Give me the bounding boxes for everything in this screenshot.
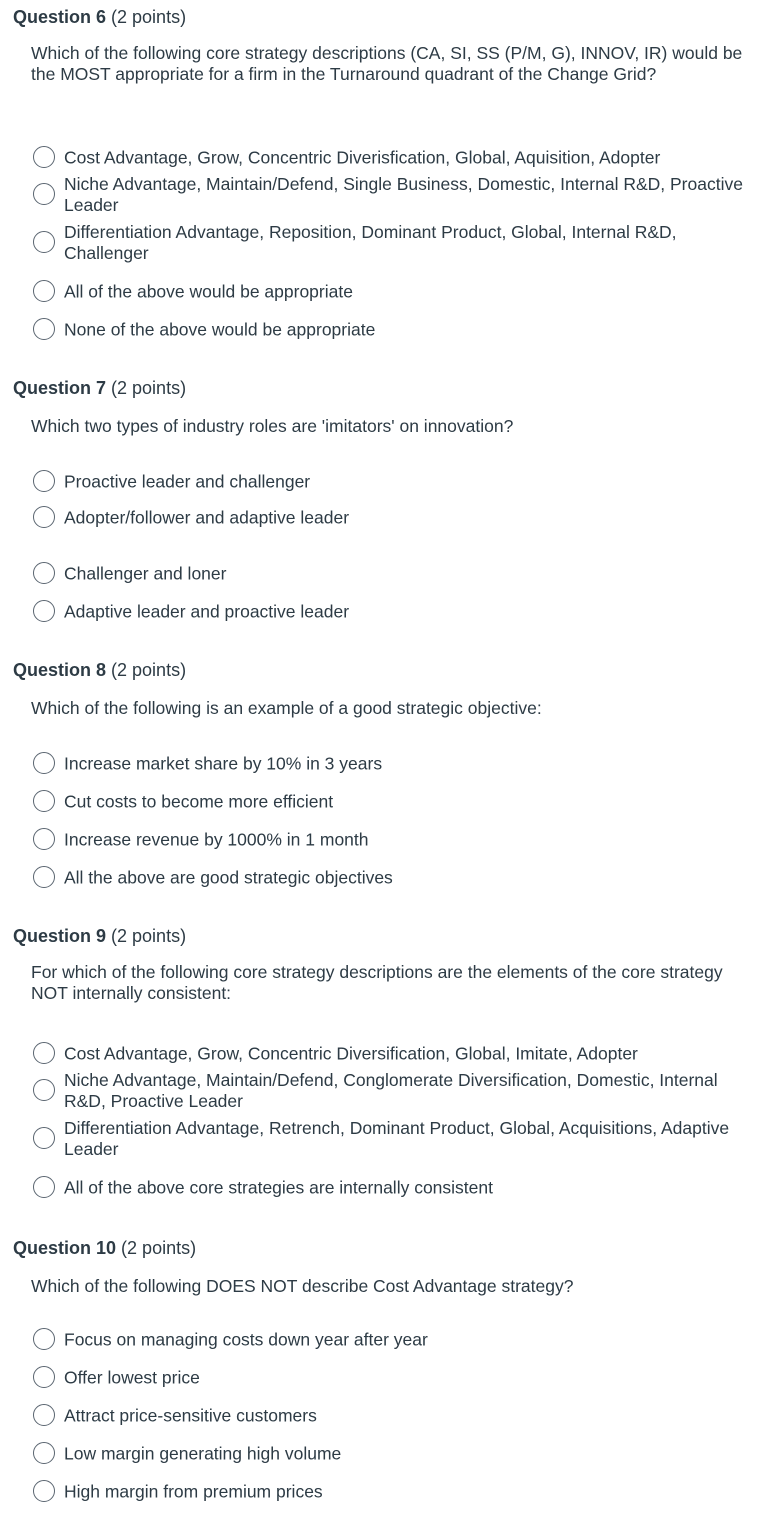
question-8-option-1[interactable] — [33, 752, 748, 776]
option-label: Differentiation Advantage, Reposition, Dominant Product, Global, Internal R&D, Challenger — [64, 222, 677, 263]
radio-button[interactable] — [33, 828, 55, 850]
option-label: Adaptive leader and proactive leader — [64, 601, 350, 622]
option-label: Increase revenue by 1000% in 1 month — [64, 829, 369, 850]
option-label: Niche Advantage, Maintain/Defend, Conglomerate Diversification, Domestic, Internal R&D, Proactive Leader — [64, 1070, 718, 1111]
radio-button[interactable] — [33, 146, 55, 168]
radio-button[interactable] — [33, 1404, 55, 1426]
question-9-option-2[interactable] — [33, 1069, 748, 1113]
question-10-option-3[interactable] — [33, 1404, 748, 1428]
question-number: Question 9 — [13, 926, 107, 946]
option-label: Niche Advantage, Maintain/Defend, Single Business, Domestic, Internal R&D, Proactive Leader — [64, 174, 743, 215]
question-number: Question 7 — [13, 378, 107, 398]
question-9-option-4[interactable] — [33, 1176, 748, 1200]
question-points: (2 points) — [111, 378, 187, 398]
option-label: None of the above would be appropriate — [64, 319, 376, 340]
radio-button[interactable] — [33, 183, 55, 205]
question-points: (2 points) — [121, 1238, 197, 1258]
question-6-option-1[interactable] — [33, 146, 748, 170]
question-points: (2 points) — [111, 660, 187, 680]
question-6-title — [13, 6, 186, 28]
option-label: Challenger and loner — [64, 563, 227, 584]
option-label: High margin from premium prices — [64, 1481, 323, 1502]
question-10-option-4[interactable] — [33, 1442, 748, 1466]
radio-button[interactable] — [33, 1127, 55, 1149]
option-label: Differentiation Advantage, Retrench, Dominant Product, Global, Acquisitions, Adaptive Leader — [64, 1118, 730, 1159]
question-number: Question 8 — [13, 660, 107, 680]
option-label: All the above are good strategic objectives — [64, 867, 393, 888]
question-10-option-5[interactable] — [33, 1480, 748, 1504]
radio-button[interactable] — [33, 280, 55, 302]
radio-button[interactable] — [33, 600, 55, 622]
option-label: All of the above core strategies are internally consistent — [64, 1177, 493, 1198]
question-7-option-4[interactable] — [33, 600, 748, 624]
question-7-option-3[interactable] — [33, 562, 748, 586]
option-label: Cost Advantage, Grow, Concentric Diverisfication, Global, Aquisition, Adopter — [64, 147, 661, 168]
radio-button[interactable] — [33, 470, 55, 492]
question-number: Question 10 — [13, 1238, 117, 1258]
radio-button[interactable] — [33, 1328, 55, 1350]
option-label: Increase market share by 10% in 3 years — [64, 753, 383, 774]
question-9-option-3[interactable] — [33, 1117, 748, 1161]
question-6-option-2[interactable] — [33, 173, 748, 217]
question-8-title — [13, 659, 186, 681]
question-6-text: Which of the following core strategy descriptions (CA, SI, SS (P/M, G), INNOV, IR) would be the MOST appropriate for a firm in the Turnaround quadrant of the Change Grid? — [31, 43, 743, 84]
question-points: (2 points) — [111, 926, 187, 946]
radio-button[interactable] — [33, 1042, 55, 1064]
radio-button[interactable] — [33, 752, 55, 774]
question-9-option-1[interactable] — [33, 1042, 748, 1066]
question-9-title — [13, 925, 186, 947]
question-6-option-5[interactable] — [33, 318, 748, 342]
question-10-text: Which of the following DOES NOT describe Cost Advantage strategy? — [31, 1276, 574, 1296]
question-8-option-2[interactable] — [33, 790, 748, 814]
radio-button[interactable] — [33, 1079, 55, 1101]
question-10-option-1[interactable] — [33, 1328, 748, 1352]
option-label: Attract price-sensitive customers — [64, 1405, 317, 1426]
option-label: All of the above would be appropriate — [64, 281, 353, 302]
question-7-option-1[interactable] — [33, 470, 748, 494]
option-label: Offer lowest price — [64, 1367, 200, 1388]
question-points: (2 points) — [111, 7, 187, 27]
option-label: Adopter/follower and adaptive leader — [64, 507, 350, 528]
radio-button[interactable] — [33, 1176, 55, 1198]
radio-button[interactable] — [33, 866, 55, 888]
question-7-text: Which two types of industry roles are 'imitators' on innovation? — [31, 416, 514, 436]
question-6-option-3[interactable] — [33, 221, 748, 265]
question-8-text: Which of the following is an example of a good strategic objective: — [31, 698, 542, 718]
option-label: Low margin generating high volume — [64, 1443, 342, 1464]
radio-button[interactable] — [33, 790, 55, 812]
question-9-text: For which of the following core strategy descriptions are the elements of the core strategy NOT internally consistent: — [31, 962, 723, 1003]
radio-button[interactable] — [33, 506, 55, 528]
question-8-option-4[interactable] — [33, 866, 748, 890]
radio-button[interactable] — [33, 1480, 55, 1502]
question-10-title — [13, 1237, 196, 1259]
question-6-option-4[interactable] — [33, 280, 748, 304]
radio-button[interactable] — [33, 231, 55, 253]
question-number: Question 6 — [13, 7, 107, 27]
radio-button[interactable] — [33, 318, 55, 340]
option-label: Proactive leader and challenger — [64, 471, 311, 492]
question-7-option-2[interactable] — [33, 506, 748, 530]
option-label: Focus on managing costs down year after year — [64, 1329, 428, 1350]
question-8-option-3[interactable] — [33, 828, 748, 852]
radio-button[interactable] — [33, 1442, 55, 1464]
option-label: Cost Advantage, Grow, Concentric Diversification, Global, Imitate, Adopter — [64, 1043, 638, 1064]
question-7-title — [13, 377, 186, 399]
radio-button[interactable] — [33, 562, 55, 584]
question-10-option-2[interactable] — [33, 1366, 748, 1390]
radio-button[interactable] — [33, 1366, 55, 1388]
option-label: Cut costs to become more efficient — [64, 791, 334, 812]
